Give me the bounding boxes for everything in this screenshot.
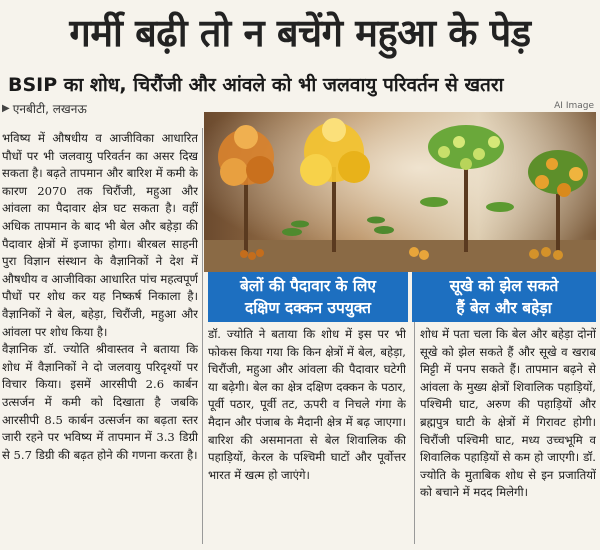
banner-right-line-2: हैं बेल और बहेड़ा bbox=[456, 299, 552, 317]
left-paragraph-2: वैज्ञानिक डॉ. ज्योति श्रीवास्तव ने बताया कि शोध में वैज्ञानिकों ने दो जलवायु परिदृश्यों पर विचार किया। इसमें आरसीपी 2.6 कार्बन उत्सर्जन में कमी को दिखाता है जबकि आरसीपी 8.5 कार्बन उत्सर्जन का बढ़ता स्तर जारी रहने पर भविष्य में तापमान में 3.3 डिग्री से 5.7 डिग्री की बढ़त होने की गणना करता है। bbox=[2, 342, 198, 462]
right-paragraph: शोध में पता चला कि बेल और बहेड़ा दोनों सूखे को झेल सकते हैं और सूखे व खराब मिट्टी में पनप सकते हैं। तापमान बढ़ने से आंवला के मुख्य क्षेत्रों शिवालिक पहाड़ियों, पश्चिमी घाट, अरुण की पहाड़ियों और ब्रह्मपुत्र घाटी के क्षेत्रों में गिरावट होगी। चिरौंजी पश्चिमी घाट, मध्य उच्चभूमि व शिवालिक पहाड़ियों से कम हो जाएगी। डॉ. ज्योति के मुताबिक शोध से इन प्रजातियों को बचाने में मदद मिलेगी। bbox=[420, 327, 596, 500]
column-divider-left bbox=[202, 128, 203, 544]
trees-illustration bbox=[204, 112, 596, 272]
middle-paragraph: डॉ. ज्योति ने बताया कि शोध में इस पर भी फोकस किया गया कि किन क्षेत्रों में बेल, बहेड़ा, चिरौंजी, महुआ और आंवला की पैदावार घटेगी या बढ़ेगी। बेल का क्षेत्र दक्षिण दक्कन के पठार, पूर्वी पठार, पूर्वी तट, ऊपरी व निचले गंगा के मैदान और पंजाब के मैदानी क्षेत्र में बढ़ जाएगा। बारिश की असमानता से बेल शिवालिक की पहाड़ियों, केरल के पश्चिमी घाटों और पूर्वोत्तर भारत में खत्म हो जाएंगे। bbox=[208, 327, 406, 482]
article-middle-column bbox=[208, 326, 406, 544]
play-arrow-icon: ▶ bbox=[2, 103, 10, 114]
column-divider-right bbox=[414, 322, 415, 544]
banner-left-line-2: दक्षिण दक्कन उपयुक्त bbox=[245, 299, 371, 317]
banner-right bbox=[412, 272, 596, 322]
banner-left bbox=[208, 272, 408, 322]
ai-image-label: AI Image bbox=[554, 101, 594, 111]
subheadline: BSIP का शोध, चिरौंजी और आंवले को भी जलवायु परिवर्तन से खतरा bbox=[8, 74, 504, 96]
headline: गर्मी बढ़ी तो न बचेंगे महुआ के पेड़ bbox=[69, 11, 531, 55]
left-paragraph-1: भविष्य में औषधीय व आजीविका आधारित पौधों पर भी जलवायु परिवर्तन का असर दिख सकता है। बढ़ते तापमान और बारिश में कमी के कारण 2070 तक चिरौंजी, महुआ और आंवला का पैदावार क्षेत्र घट सकता है। वहीं अधिक तापमान के बाद भी बेल और बहेड़ा की पैदावार क्षेत्रों में इजाफा होगा। बीरबल साहनी पुरा विज्ञान संस्थान के वैज्ञानिकों ने देश में औषधीय व आजीविका आधारित पांच महत्वपूर्ण पौधों पर शोध कर यह निष्कर्ष निकाला है। वैज्ञानिकों ने बेल, बहेड़ा, चिरौंजी, महुआ और आंवला पर शोध किया है। bbox=[2, 131, 198, 339]
banner-left-line-1: बेलों की पैदावार के लिए bbox=[240, 277, 376, 295]
article-left-column bbox=[2, 130, 198, 542]
dateline-text: एनबीटी, लखनऊ bbox=[12, 102, 87, 116]
dateline bbox=[2, 100, 87, 118]
article-right-column bbox=[420, 326, 596, 544]
banner-right-line-1: सूखे को झेल सकते bbox=[449, 277, 559, 295]
